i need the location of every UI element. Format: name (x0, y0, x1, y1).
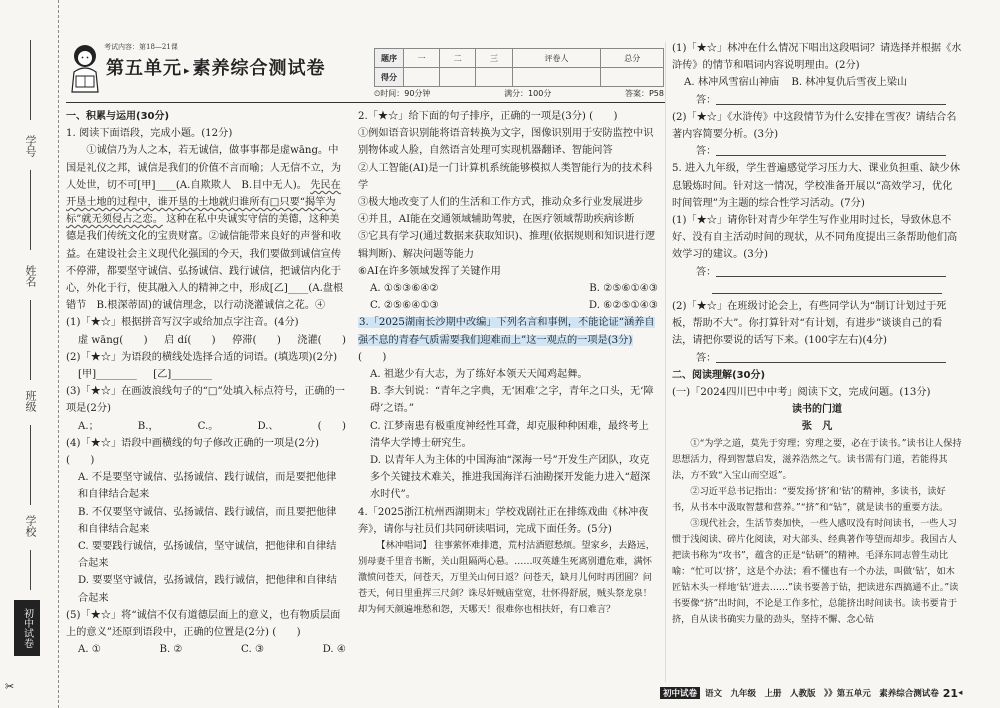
section-title: 一、积累与运用(30分) (66, 111, 170, 122)
binding-line (30, 40, 31, 120)
pinyin-items (66, 332, 346, 349)
footer-tag: 初中试卷 (660, 687, 700, 699)
wavy-sentence: 先民在开垦土地的过程中，谁开垦的土地就归谁所有□只要“揭竿为标”就无须侵占之恋。 (66, 179, 341, 226)
option-a[interactable]: A. 不是要坚守诚信、弘扬诚信、践行诚信，而是要把他律和自律结合起来 (78, 472, 337, 501)
binding-line (30, 425, 31, 505)
answer-blank[interactable] (716, 143, 946, 156)
pinyin-item[interactable]: 启 dí( ) (164, 334, 216, 346)
answer-page: 答案：P58 (624, 89, 664, 98)
option-b[interactable]: B. ② (159, 644, 183, 656)
answer-blank[interactable] (716, 92, 946, 105)
column-2 (358, 108, 658, 618)
score-header-cell: 二 (440, 49, 476, 68)
answer-line[interactable] (672, 281, 962, 298)
score-header-cell: 一 (404, 49, 440, 68)
option-c[interactable]: C. ②⑤⑥④①③ (370, 300, 439, 312)
question-4-2: (2)「★☆」《水浒传》中这段情节为什么安排在雪夜？请结合名著内容简要分析。(3分) (672, 111, 957, 141)
sentence-item: ④并且，AI能在交通领域辅助驾驶，在医疗领域帮助疾病诊断 (358, 214, 635, 226)
test-title: 素养综合测试卷 (192, 58, 326, 79)
passage-paragraph (66, 142, 346, 314)
position-options (66, 641, 346, 658)
question-5: 5. 进入九年级，学生普遍感觉学习压力大、课业负担重、缺少休息锻炼时间。针对这一情况，学校准备开展以“高效学习，优化时间管理”为主题的综合性学习活动。(7分) (672, 163, 961, 209)
answer-label: 答： (696, 352, 717, 364)
score-cell[interactable] (440, 68, 476, 87)
order-options (358, 297, 658, 314)
score-cell[interactable] (476, 68, 512, 87)
sentence-item: ③极大地改变了人们的生活和工作方式，推动众多行业发展进步 (358, 197, 644, 209)
sentence-item: ①例如语音识别能将语音转换为文字，图像识别用于安防监控中识别物体或人脸，自然语言处理可实现机器翻译、智能问答 (358, 128, 654, 157)
score-row-label: 得分 (375, 68, 404, 87)
blank-yi[interactable]: [乙]________ (153, 369, 212, 381)
punctuation-options (66, 418, 346, 435)
passage-text: ①诚信乃为人之本，若无诚信，做事事都是虚wāng。中国是礼仪之邦，诚信是我们的价值不言而喻；人无信不立，为人处世，切不可[甲]____(A.自欺欺人 B.目中无人)。 (66, 145, 342, 191)
school-label: 学校 (24, 515, 37, 537)
score-cell[interactable] (601, 68, 664, 87)
answer-label: 答： (696, 146, 717, 158)
option-a[interactable]: A.； (78, 420, 99, 432)
question-5-2: (2)「★☆」在班级讨论会上，有些同学认为“制订计划过于死板，帮助不大”。你打算针对“有计划，有进步”谈谈自己的看法，请把你要说的话写下来。(100字左右)(4分) (672, 301, 947, 347)
question-2 (358, 108, 658, 125)
option-b[interactable]: B. 林冲复仇后雪夜上梁山 (791, 77, 908, 89)
score-header-cell: 评卷人 (512, 49, 601, 68)
page-title (106, 54, 326, 80)
score-header-cell: 三 (476, 49, 512, 68)
question-text: (3)「★☆」在画波浪线句子的“□”处填入标点符号，正确的一项是(2分) (66, 386, 345, 415)
question-1: 1. 阅读下面语段，完成小题。(12分) (66, 128, 233, 140)
article-author: 张 凡 (801, 420, 833, 433)
answer-label: 答： (696, 266, 717, 278)
answer-line[interactable] (672, 143, 962, 160)
question-1-3 (66, 383, 346, 417)
brand-vertical: 初中试卷 (14, 600, 40, 656)
pinyin-item[interactable]: 虚 wāng( ) (78, 334, 148, 346)
option-d[interactable]: D. 以青年人为主体的中国海油“深海一号”开发生产团队，攻克多个关键技术难关，推进我国海洋石油勘探开发能力进入“超深水时代”。 (370, 455, 651, 501)
section-title: 二、阅读理解(30分) (672, 369, 766, 381)
triangle-icon: ◂ (958, 688, 963, 698)
blank-items (66, 366, 346, 383)
option-d[interactable]: D. 要要坚守诚信，弘扬诚信，践行诚信，把他律和自律结合起来 (78, 575, 337, 604)
sentence-item: ⑥AI在许多领域发挥了关键作用 (358, 265, 501, 277)
option-a[interactable]: A. ①⑤③⑥④② (370, 283, 439, 295)
score-cell[interactable] (404, 68, 440, 87)
answer-line[interactable] (672, 92, 962, 109)
binding-strip (0, 0, 59, 708)
article-paragraph: ②习近平总书记指出：“要发扬‘挤’和‘钻’的精神，多读书，读好书，从书本中汲取智慧和营养。”“挤”和“钻”，就是读书的重要方法。 (672, 485, 949, 513)
exam-time: ⏲时间：90分钟 (374, 89, 431, 98)
page-number: 21 (942, 686, 959, 700)
article-title: 读书的门道 (792, 404, 842, 416)
question-text: 2.「★☆」给下面的句子排序，正确的一项是(3分) (358, 111, 586, 122)
class-label: 班级 (24, 390, 37, 412)
lyrics-passage: 【林冲唱词】 往事萦怀难排遣，荒村沽酒慰愁烦。望家乡，去路远，别母妻千里音书断，关山阻隔两心悬。……叹英雄生死离别遭危难，满怀激愤问苍天，问苍天，万里关山何日返？问苍天，缺月儿何时再团圆？问苍天，何日里重挥三尺剑？诛尽奸贼庙堂宽，壮怀得舒展，贼头祭龙泉！却为何天颜遍堆愁和怨，天哪天！很难你也相扶奸，有口难言？ (358, 540, 655, 616)
answer-line[interactable] (672, 350, 962, 367)
footer-text: 语文 九年级 上册 人教版 》》第五单元 素养综合测试卷 (705, 689, 939, 699)
option-a[interactable]: A. ① (78, 644, 101, 656)
question-1-4 (66, 435, 346, 469)
order-options (358, 280, 658, 297)
sentence-item: ⑤它具有学习(通过数据来获取知识)、推理(依据规则和知识进行逻辑判断)、解决问题等能力 (358, 231, 656, 260)
score-table (374, 48, 664, 87)
option-b[interactable]: B. 不仅要坚守诚信、弘扬诚信、践行诚信，而且要把他律和自律结合起来 (78, 506, 337, 535)
arrow-icon: ▸ (184, 64, 191, 77)
sentence-item: ②人工智能(AI)是一门计算机系统能够模拟人类智能行为的技术科学 (358, 162, 653, 191)
name-label: 姓名 (24, 265, 37, 287)
score-cell[interactable] (512, 68, 601, 87)
question-5-1: (1)「★☆」请你针对青少年学生写作业用时过长，导致休息不好、没有自主活动时间的现状，从不同角度提出三条帮助他们高效学习的建议。(3分) (672, 215, 958, 261)
option-c[interactable]: C. ③ (241, 644, 265, 656)
option-b[interactable]: B. ②⑤⑥①④③ (589, 283, 658, 295)
option-a[interactable]: A. 祖逖少有大志，为了练好本领天天闻鸡起舞。 (370, 369, 588, 381)
answer-paren[interactable]: ( ) (358, 351, 387, 363)
answer-line[interactable] (672, 264, 962, 281)
answer-blank[interactable] (716, 264, 946, 277)
option-b[interactable]: B.， (137, 420, 159, 432)
score-header-cell: 总分 (601, 49, 664, 68)
student-id-label: 学号 (24, 135, 37, 157)
question-1-1: (1)「★☆」根据拼音写汉字或给加点字注音。(4分) (66, 317, 299, 329)
answer-label: 答： (696, 94, 717, 106)
unit-title: 第五单元 (106, 58, 182, 79)
score-header-cell: 题序 (375, 49, 404, 68)
answer-paren[interactable]: ( ) (66, 455, 95, 467)
binding-line (30, 300, 31, 380)
column-1 (66, 108, 346, 659)
footer (660, 686, 970, 700)
answer-blank[interactable] (712, 281, 942, 294)
full-score: 满分：100分 (504, 89, 552, 98)
article-paragraph: ③现代社会，生活节奏加快，一些人感叹没有时间读书，一些人习惯于浅阅读、碎片化阅读，对大部头、经典著作等望而却步。我国古人把读书称为“攻书”，蕴含的正是“钻研”的精神。毛泽东同志曾生动比喻：“忙可以‘挤’，这是个办法；看不懂也有一个办法，叫做‘钻’，如木匠钻木头一样地‘钻’进去……”读书要善于钻，把读进东西搞通不止。”读书要像“挤”出时间，不论是工作多忙，总能挤出时间读书。读书要肯于挤，自从读书确实力量的劲头，坚持不懈、念心钻 (672, 517, 959, 625)
passage-text: 这种在私中央诚实守信的美德，这种美德是我们传统文化的宝贵财富。②诚信能带来良好的声誉和收益。在建设社会主义现代化强国的今天，我们要做到诚信宣传不停滞，都要坚守诚信、弘扬诚信、践行诚信，把诚信内化于心，外化于行，使其融入人的精神之中，形成[乙]____(A.盘根错节 B.根深蒂固)的诚信理念，以行动浇灌诚信之花。④ (66, 214, 344, 312)
reading-intro: (一)「2024四川巴中中考」阅读下文，完成问题。(13分) (672, 387, 931, 399)
answer-paren[interactable]: ( ) (317, 420, 346, 432)
question-text: 3.「2025湖南长沙期中改编」下列名言和事例，不能论证“涵养自强不息的青春气质需要我们迎难而上”这一观点的一项是(3分) (358, 317, 655, 346)
column-3 (672, 40, 962, 625)
girl-reading-icon (66, 42, 104, 94)
pinyin-item[interactable]: 停滞( ) (232, 334, 281, 346)
question-text: (5)「★☆」将“诚信不仅有道德层面上的意义，也有物质层面上的意义”还原到语段中，正确的位置是(2分) (66, 609, 341, 639)
question-1-5 (66, 607, 346, 641)
binding-line (30, 550, 31, 590)
exam-scope: 考试内容：第18—21课 (104, 43, 178, 51)
option-d[interactable]: D. ⑥②⑤①④③ (588, 300, 658, 312)
answer-paren[interactable]: ( ) (272, 627, 301, 639)
scene-options (672, 74, 962, 91)
exam-meta (374, 88, 664, 99)
column-divider (665, 42, 666, 682)
option-a[interactable]: A. 林冲风雪宿山神庙 (684, 77, 780, 89)
option-d[interactable]: D. ④ (322, 644, 346, 656)
answer-paren[interactable]: ( ) (589, 111, 618, 122)
article-paragraph: ①“为学之道，莫先于穷理；穷理之要，必在于读书。”读书让人保持思想活力，得到智慧启发，滋养浩然之气。读书需有门道，若能得其法，方不致“入宝山而空返”。 (672, 437, 962, 481)
question-text: (4)「★☆」语段中画横线的句子修改正确的一项是(2分) (66, 437, 319, 449)
option-c[interactable]: C.。 (197, 420, 219, 432)
option-d[interactable]: D.、 (257, 420, 279, 432)
question-3 (358, 314, 658, 366)
question-4-1: (1)「★☆」林冲在什么情况下唱出这段唱词？请选择并根据《水浒传》的情节和唱词内容说明理由。(2分) (672, 43, 962, 72)
pinyin-item[interactable]: 浇灌( ) (297, 334, 346, 346)
binding-line (30, 170, 31, 250)
answer-blank[interactable] (716, 350, 946, 363)
question-1-2: (2)「★☆」为语段的横线处选择合适的词语。(填选项)(2分) (66, 351, 338, 363)
option-c[interactable]: C. 要要践行诚信，弘扬诚信，坚守诚信，把他律和自律结合起来 (78, 541, 337, 570)
blank-jia[interactable]: [甲]________ (78, 369, 137, 381)
question-4: 4.「2025浙江杭州西湖期末」学校戏剧社正在排练戏曲《林冲夜奔》，请你与社员们共同研读唱词，完成下面任务。(5分) (358, 506, 649, 535)
option-c[interactable]: C. 江梦南患有极重度神经性耳聋，却克服种种困难，最终考上清华大学博士研究生。 (370, 420, 649, 449)
header-rule (66, 102, 666, 103)
scissors-icon: ✂ (5, 680, 15, 693)
option-b[interactable]: B. 李大钊说：“青年之字典，无‘困难’之字，青年之口头，无‘障碍’之语。” (370, 386, 654, 415)
